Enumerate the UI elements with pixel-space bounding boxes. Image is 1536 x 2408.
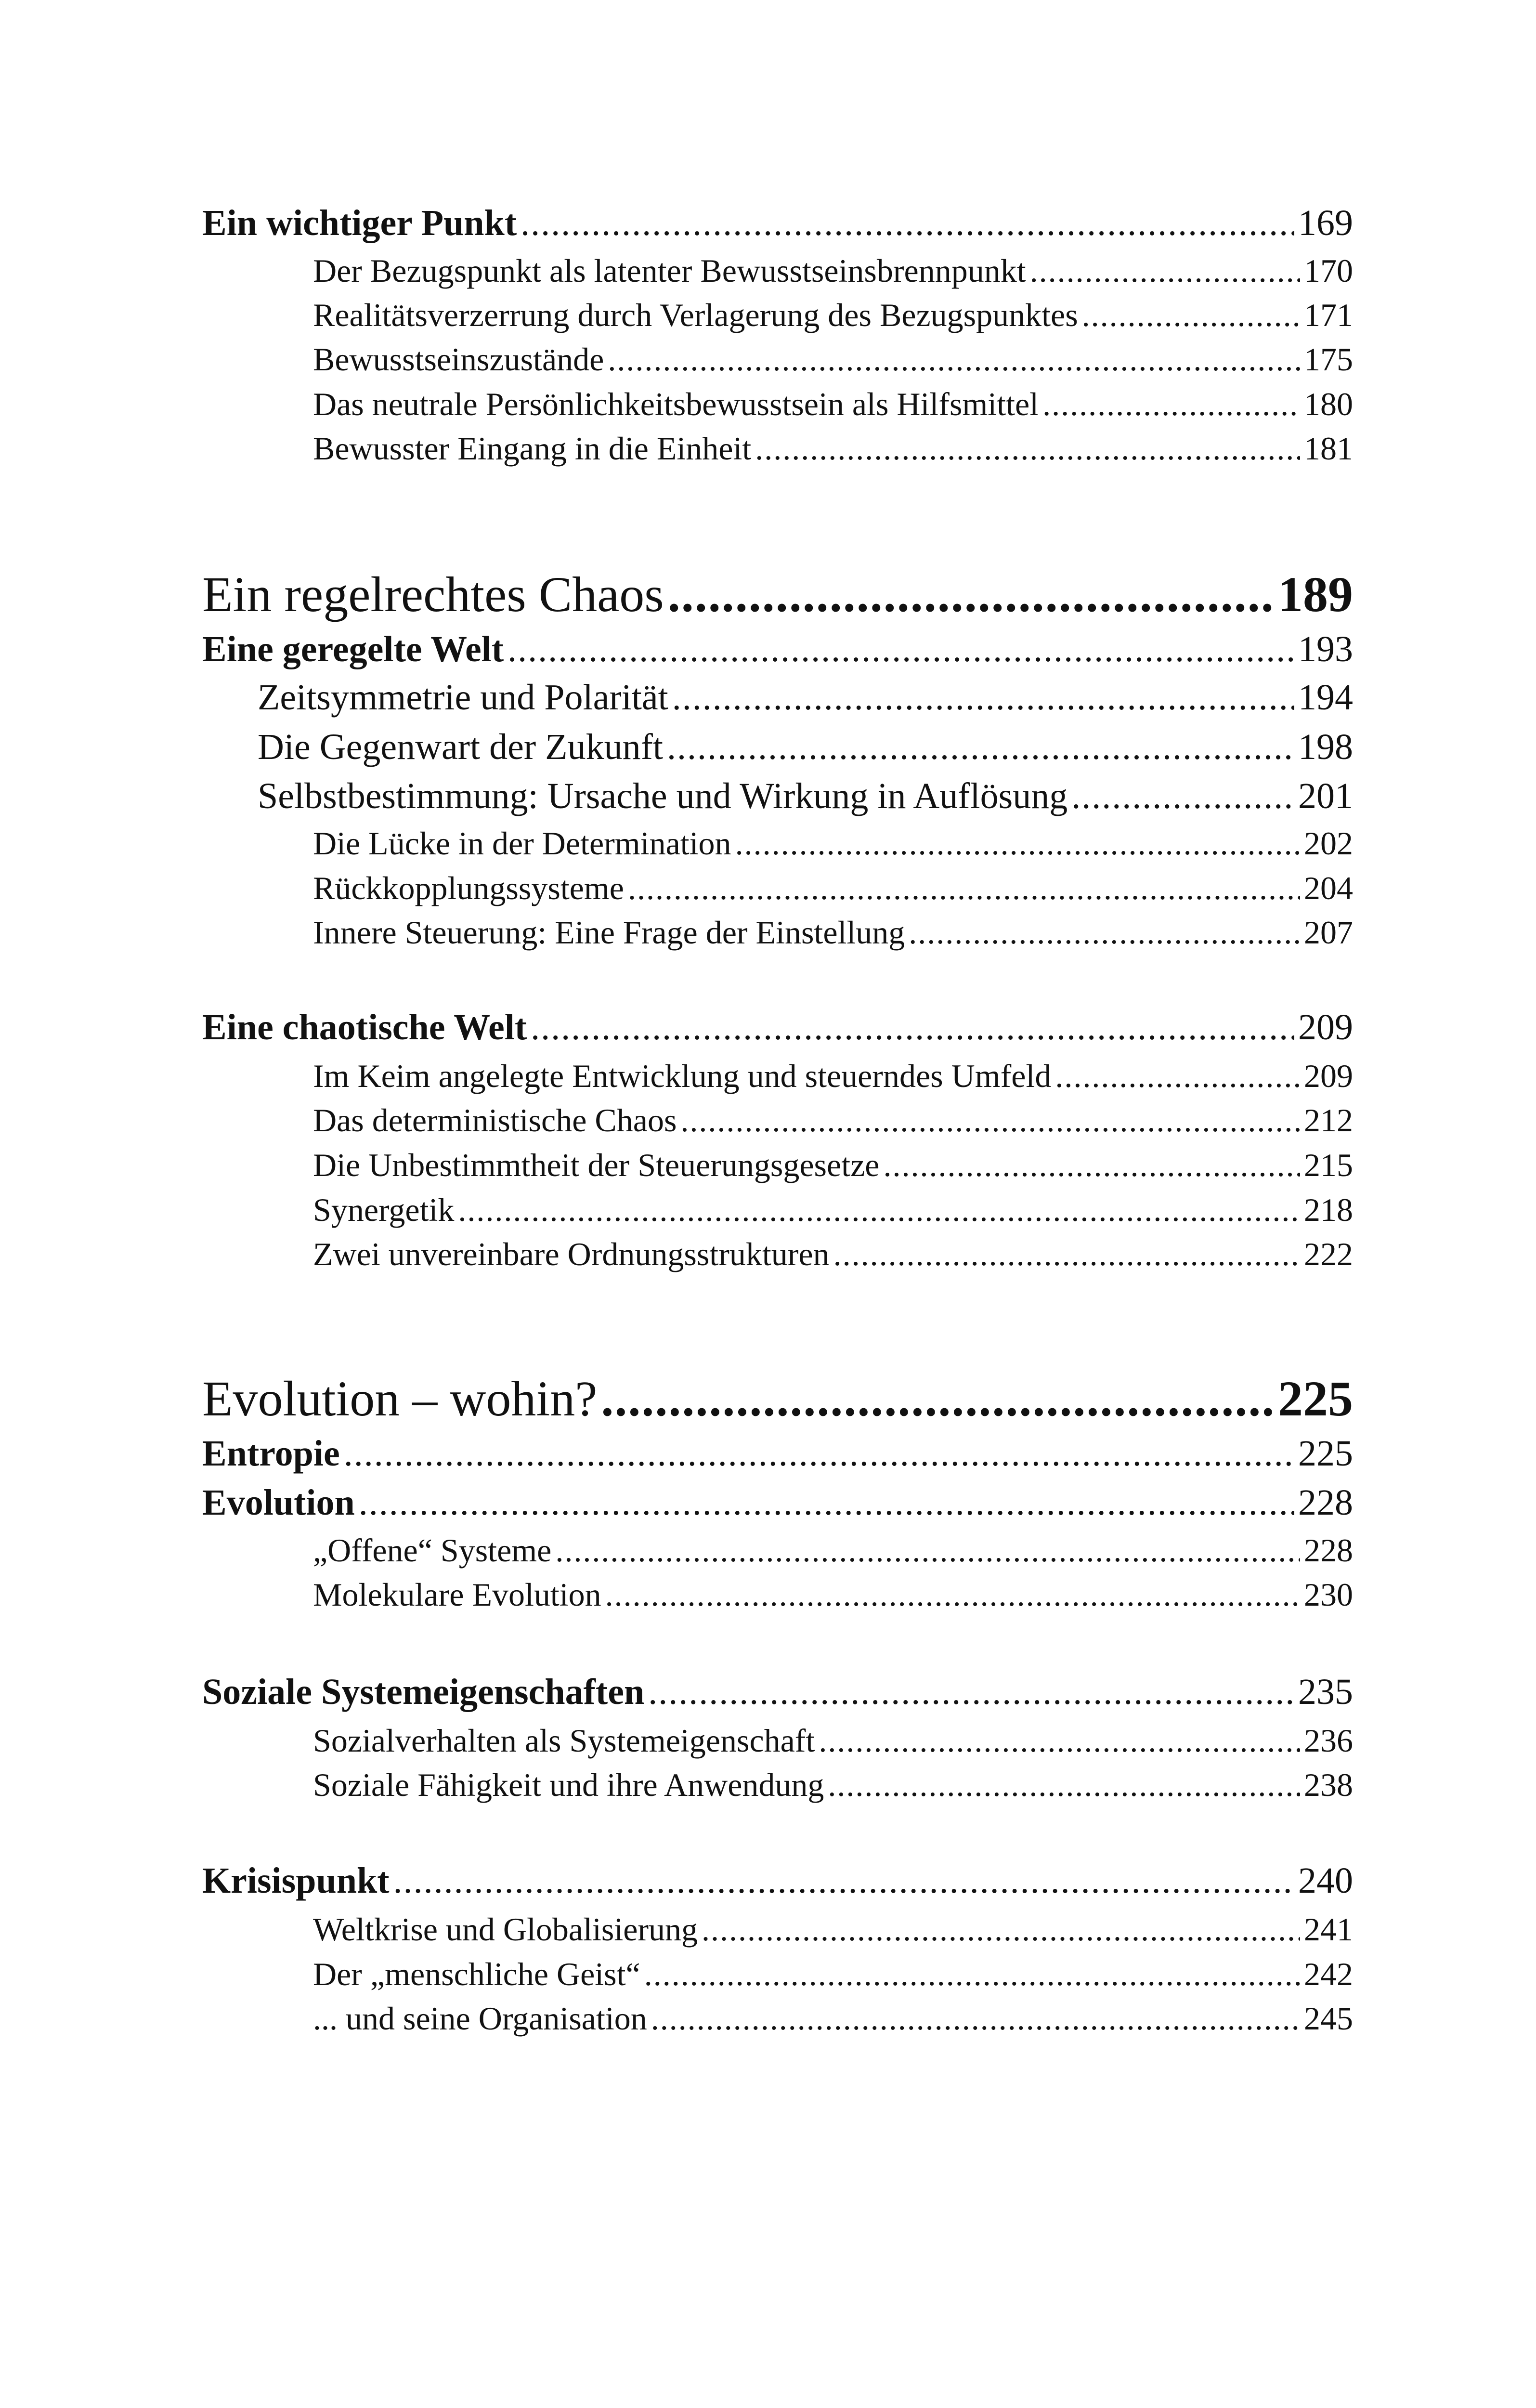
toc-entry-label: Weltkrise und Globalisierung (313, 1911, 698, 1948)
toc-heading[interactable] (202, 1433, 1353, 1475)
toc-entry[interactable] (313, 1531, 1353, 1570)
toc-leader-dots (608, 340, 1300, 379)
toc-page-number: 241 (1304, 1911, 1353, 1948)
toc-page-number: 215 (1304, 1147, 1353, 1183)
toc-leader-dots (521, 202, 1294, 244)
toc-leader-dots (648, 1671, 1294, 1713)
toc-page-number: 228 (1298, 1482, 1353, 1523)
toc-leader-dots (644, 1955, 1300, 1993)
toc-page-number: 198 (1298, 727, 1353, 767)
toc-subheading-label: Die Gegenwart der Zukunft (258, 727, 664, 767)
toc-leader-dots (883, 1146, 1300, 1184)
toc-leader-dots (833, 1235, 1300, 1273)
toc-entry-label: „Offene“ Systeme (313, 1532, 552, 1569)
toc-heading-label: Krisispunkt (202, 1860, 390, 1901)
toc-page-number: 230 (1304, 1576, 1353, 1613)
toc-heading[interactable] (202, 202, 1353, 244)
toc-subheading[interactable] (258, 677, 1353, 719)
toc-entry-label: Das deterministische Chaos (313, 1102, 677, 1139)
toc-page-number: 238 (1304, 1767, 1353, 1803)
toc-heading-label: Eine chaotische Welt (202, 1007, 527, 1047)
toc-entry-label: Sozialverhalten als Systemeigenschaft (313, 1722, 815, 1759)
toc-page-number: 245 (1304, 2000, 1353, 2037)
toc-page-number: 240 (1298, 1860, 1353, 1901)
toc-entry[interactable] (313, 1576, 1353, 1614)
toc-leader-dots (458, 1191, 1300, 1229)
toc-page-number: 209 (1298, 1007, 1353, 1047)
toc-leader-dots (672, 677, 1294, 719)
toc-leader-dots (651, 2000, 1300, 2038)
toc-entry-label: Der „menschliche Geist“ (313, 1956, 640, 1992)
toc-page-number: 180 (1304, 386, 1353, 422)
toc-page-number: 204 (1304, 870, 1353, 906)
toc-page-number: 212 (1304, 1102, 1353, 1139)
toc-entry[interactable] (313, 914, 1353, 952)
toc-entry-label: Zwei unvereinbare Ordnungsstrukturen (313, 1236, 830, 1272)
toc-subheading[interactable] (258, 726, 1353, 768)
toc-entry[interactable] (313, 1722, 1353, 1760)
toc-leader-dots (1071, 775, 1294, 817)
toc-entry-label: Innere Steuerung: Eine Frage der Einstellung (313, 914, 905, 951)
toc-entry[interactable] (313, 1191, 1353, 1229)
toc-page-number: 235 (1298, 1672, 1353, 1712)
toc-heading-label: Evolution (202, 1482, 355, 1523)
toc-page-number: 194 (1298, 677, 1353, 718)
toc-leader-dots (819, 1722, 1300, 1760)
toc-entry[interactable] (313, 1057, 1353, 1095)
toc-entry[interactable] (313, 869, 1353, 907)
toc-heading[interactable] (202, 1860, 1353, 1902)
toc-leader-dots (605, 1576, 1300, 1614)
toc-entry[interactable] (313, 340, 1353, 379)
toc-leader-dots (668, 566, 1274, 623)
toc-entry[interactable] (313, 296, 1353, 334)
toc-chapter-label: Evolution – wohin? (202, 1371, 598, 1426)
toc-leader-dots (1030, 252, 1300, 290)
toc-page-number: 201 (1298, 776, 1353, 816)
toc-leader-dots (828, 1766, 1300, 1804)
toc-chapter-label: Ein regelrechtes Chaos (202, 567, 664, 622)
toc-leader-dots (628, 869, 1300, 907)
toc-entry-label: Bewusstseinszustände (313, 341, 604, 378)
toc-entry[interactable] (313, 1235, 1353, 1273)
toc-heading[interactable] (202, 1482, 1353, 1524)
toc-entry-label: Die Lücke in der Determination (313, 825, 731, 862)
toc-page-number: 242 (1304, 1956, 1353, 1992)
toc-entry[interactable] (313, 1101, 1353, 1139)
toc-entry[interactable] (313, 1955, 1353, 1993)
toc-page-number: 222 (1304, 1236, 1353, 1272)
toc-leader-dots (555, 1531, 1300, 1570)
toc-leader-dots (1082, 296, 1300, 334)
toc-leader-dots (344, 1433, 1294, 1475)
toc-page-number: 170 (1304, 252, 1353, 289)
toc-leader-dots (755, 430, 1300, 468)
toc-heading-label: Ein wichtiger Punkt (202, 203, 517, 243)
toc-page-number: 171 (1304, 297, 1353, 333)
toc-entry[interactable] (313, 385, 1353, 423)
toc-page-number: 175 (1304, 341, 1353, 378)
toc-page-number: 169 (1298, 203, 1353, 243)
toc-entry[interactable] (313, 1766, 1353, 1804)
toc-heading-label: Eine geregelte Welt (202, 629, 504, 669)
toc-page-number: 181 (1304, 430, 1353, 467)
toc-entry-label: ... und seine Organisation (313, 2000, 647, 2037)
toc-chapter[interactable] (202, 566, 1353, 623)
toc-leader-dots (359, 1482, 1294, 1524)
toc-leader-dots (702, 1911, 1300, 1949)
toc-entry-label: Molekulare Evolution (313, 1576, 601, 1613)
toc-leader-dots (680, 1101, 1300, 1139)
toc-leader-dots (508, 628, 1294, 670)
toc-page-number: 202 (1304, 825, 1353, 862)
toc-leader-dots (735, 824, 1300, 863)
toc-page-number: 228 (1304, 1532, 1353, 1569)
toc-entry[interactable] (313, 1911, 1353, 1949)
toc-page-number: 189 (1278, 567, 1353, 622)
toc-entry[interactable] (313, 1146, 1353, 1184)
toc-heading-label: Entropie (202, 1433, 340, 1474)
toc-subheading-label: Zeitsymmetrie und Polarität (258, 677, 668, 718)
toc-entry[interactable] (313, 430, 1353, 468)
toc-entry-label: Das neutrale Persönlichkeitsbewusstsein als Hilfsmittel (313, 386, 1039, 422)
toc-heading[interactable] (202, 628, 1353, 670)
toc-page-number: 209 (1304, 1058, 1353, 1094)
toc-page-number: 225 (1278, 1371, 1353, 1426)
toc-leader-dots (601, 1370, 1274, 1427)
toc-page-number: 207 (1304, 914, 1353, 951)
toc-entry-label: Der Bezugspunkt als latenter Bewusstseinsbrennpunkt (313, 252, 1026, 289)
toc-page-number: 236 (1304, 1722, 1353, 1759)
toc-subheading[interactable] (258, 775, 1353, 817)
toc-leader-dots (667, 726, 1294, 768)
toc-leader-dots (909, 914, 1300, 952)
toc-heading-label: Soziale Systemeigenschaften (202, 1672, 645, 1712)
toc-leader-dots (1055, 1057, 1300, 1095)
toc-page-number: 193 (1298, 629, 1353, 669)
toc-leader-dots (1042, 385, 1300, 423)
toc-page-number: 218 (1304, 1191, 1353, 1228)
toc-entry-label: Soziale Fähigkeit und ihre Anwendung (313, 1767, 824, 1803)
toc-entry[interactable] (313, 252, 1353, 290)
toc-entry-label: Synergetik (313, 1191, 455, 1228)
toc-subheading-label: Selbstbestimmung: Ursache und Wirkung in Auflösung (258, 776, 1068, 816)
toc-chapter[interactable] (202, 1370, 1353, 1427)
toc-entry[interactable] (313, 2000, 1353, 2038)
toc-leader-dots (531, 1007, 1294, 1048)
toc-entry-label: Realitätsverzerrung durch Verlagerung des Bezugspunktes (313, 297, 1078, 333)
toc-heading[interactable] (202, 1671, 1353, 1713)
toc-entry-label: Die Unbestimmtheit der Steuerungsgesetze (313, 1147, 880, 1183)
toc-page-number: 225 (1298, 1433, 1353, 1474)
toc-leader-dots (393, 1860, 1294, 1902)
toc-heading[interactable] (202, 1007, 1353, 1048)
toc-entry-label: Rückkopplungssysteme (313, 870, 624, 906)
toc-entry[interactable] (313, 824, 1353, 863)
toc-entry-label: Im Keim angelegte Entwicklung und steuerndes Umfeld (313, 1058, 1052, 1094)
toc-entry-label: Bewusster Eingang in die Einheit (313, 430, 752, 467)
